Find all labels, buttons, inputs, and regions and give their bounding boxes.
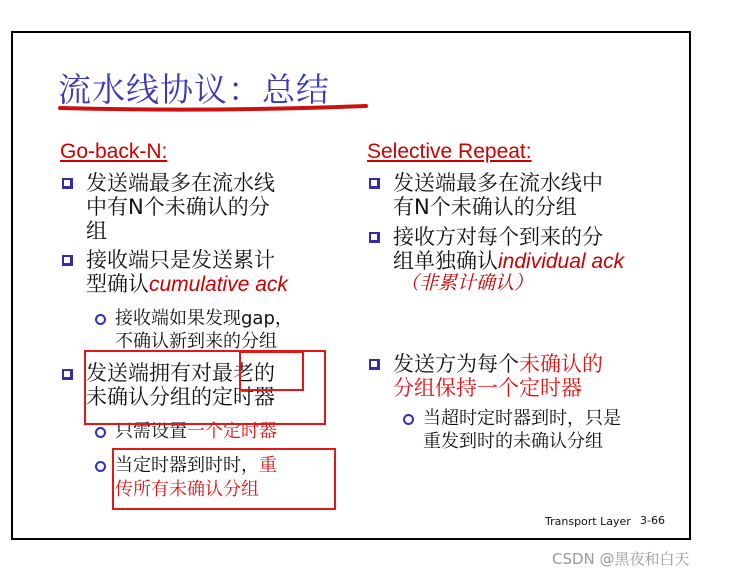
circle-bullet-icon [95,427,106,438]
sr-b1-line2: 有N个未确认的分组 [393,195,577,219]
sr-b2-line1: 接收方对每个到来的分 [393,225,603,249]
gbn-s3-line2: 传所有未确认分组 [115,479,259,500]
gbn-s2-red: 一个定时器 [187,421,277,442]
gbn-s3-text: 当定时器到时时， [115,455,259,476]
gbn-b1-line3: 组 [86,219,107,243]
sr-b3-line2: 分组保持一个定时器 [393,376,582,400]
gbn-b2-text: 型确认 [86,272,149,296]
gbn-s1-line1: 接收端如果发现gap， [115,308,293,329]
square-bullet-icon [62,178,73,189]
gbn-b1-line2: 中有N个未确认的分 [86,195,270,219]
gbn-b3-line1: 发送端拥有对最老的 [86,361,275,385]
gbn-s2-text: 只需设置 [115,421,187,442]
slide-title: 流水线协议：总结 [58,70,330,109]
circle-bullet-icon [95,461,106,472]
gbn-b2-line2 [86,272,288,297]
sr-s1-line1: 当超时定时器到时，只是 [423,408,621,429]
sr-b2-text: 组单独确认 [393,249,498,273]
circle-bullet-icon [403,414,414,425]
footer-section: Transport Layer [545,515,631,528]
sr-heading: Selective Repeat: [367,140,532,163]
sr-b2-emphasis: individual ack [498,250,625,273]
sr-b1-line1: 发送端最多在流水线中 [393,171,603,195]
watermark: CSDN @黑夜和白天 [552,550,690,568]
gbn-s3-red: 重 [259,455,277,476]
highlight-box [112,448,336,510]
sr-b2-note: （非累计确认） [400,273,534,294]
gbn-heading: Go-back-N: [60,140,168,163]
square-bullet-icon [369,232,380,243]
gbn-b1-line1: 发送端最多在流水线 [86,171,275,195]
gbn-b2-line1: 接收端只是发送累计 [86,248,275,272]
gbn-s1-line2: 不确认新到来的分组 [115,331,277,352]
highlight-box [239,351,304,391]
sr-b3-text: 发送方为每个 [393,352,519,376]
gbn-b3-line2: 未确认分组的定时器 [86,385,275,409]
square-bullet-icon [62,255,73,266]
title-underline [58,100,370,114]
footer-page-number: 3-66 [640,514,665,527]
sr-b2-line2 [393,249,624,274]
sr-b3-line1 [393,352,603,376]
square-bullet-icon [369,178,380,189]
square-bullet-icon [369,359,380,370]
sr-b3-red: 未确认的 [519,352,603,376]
gbn-b2-emphasis: cumulative ack [149,273,288,296]
square-bullet-icon [62,369,73,380]
circle-bullet-icon [95,314,106,325]
sr-s1-line2: 重发到时的未确认分组 [423,431,603,452]
